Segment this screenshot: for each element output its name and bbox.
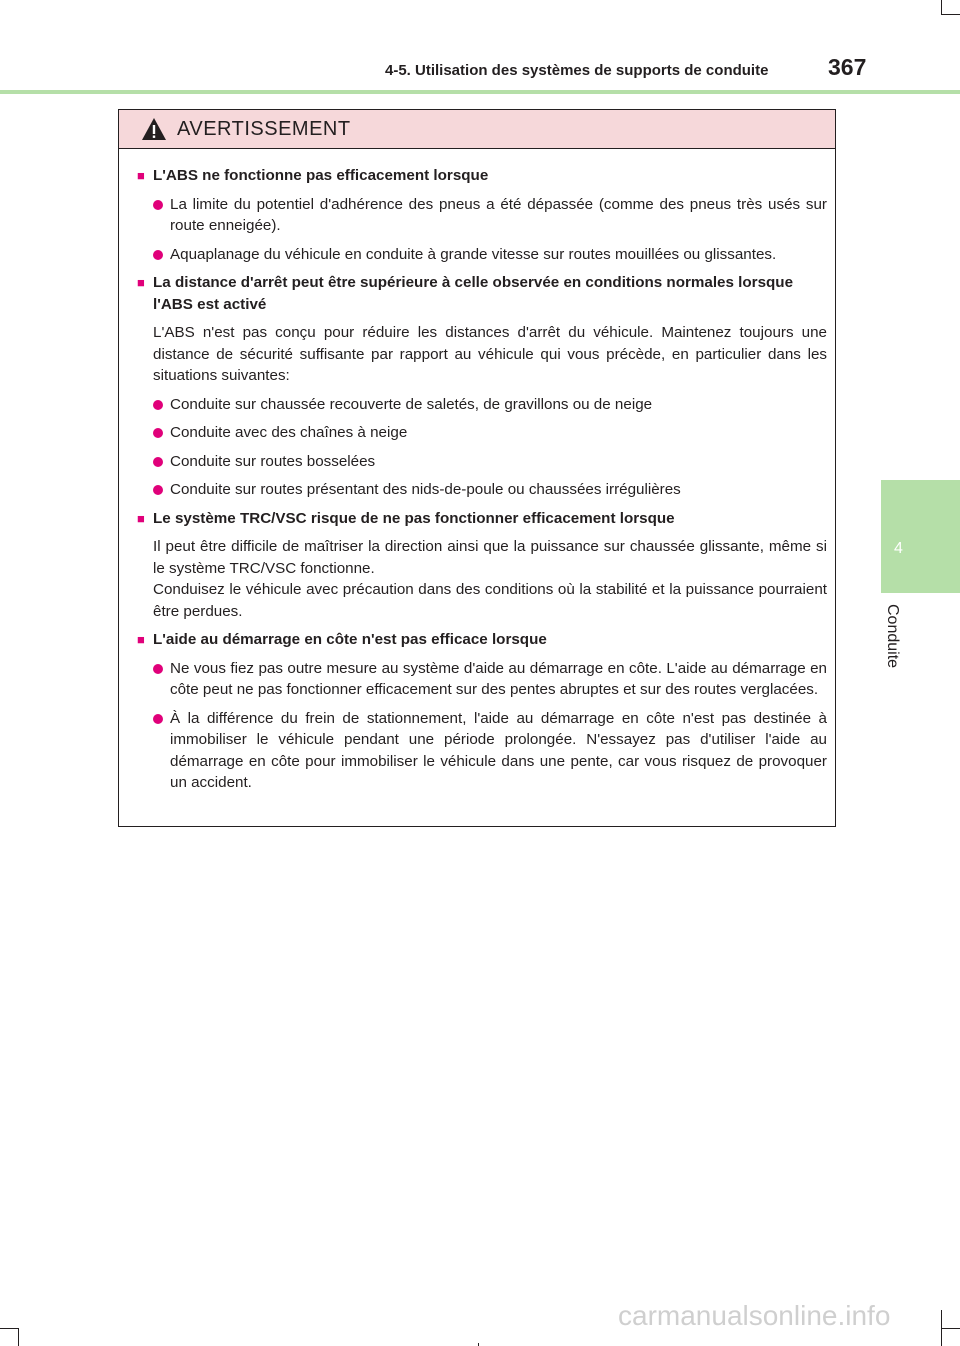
list-item-text: À la différence du frein de stationnement, l'aide au démarrage en côte n'est pas destinée à immobiliser le véhicule pendant une période prolongée. N'essayez pas d'utiliser l'aide au démarrage en côte pour immobiliser le véhicule dans une pente, car vous risquez de provoquer un accident. [170,709,827,791]
section-heading [137,508,827,530]
section-heading [137,165,827,187]
crop-mark [0,1328,19,1329]
paragraph-line: Conduisez le véhicule avec précaution dans des conditions où la stabilité et la puissance pourraient être perdues. [153,581,827,620]
section-heading-text: La distance d'arrêt peut être supérieure à celle observée en conditions normales lorsque l'ABS est activé [153,274,794,313]
crop-mark [18,1328,19,1346]
warning-triangle-icon [141,117,167,141]
round-bullet-icon [153,400,163,410]
round-bullet-icon [153,250,163,260]
round-bullet-icon [153,457,163,467]
list-item [137,422,827,444]
section-heading [137,629,827,651]
paragraph [137,536,827,622]
section-heading-text: L'ABS ne fonctionne pas efficacement lorsque [153,167,489,184]
list-item [137,708,827,794]
section-heading [137,272,827,315]
warning-box [118,109,836,827]
list-item-text: La limite du potentiel d'adhérence des pneus a été dépassée (comme des pneus très usés sur route enneigée). [170,195,827,234]
section-heading-text: L'aide au démarrage en côte n'est pas efficace lorsque [153,631,547,648]
list-item [137,194,827,237]
warning-title: AVERTISSEMENT [177,117,351,140]
list-item [137,658,827,701]
round-bullet-icon [153,664,163,674]
list-item [137,244,827,266]
list-item-text: Conduite avec des chaînes à neige [170,424,408,441]
list-item-text: Conduite sur chaussée recouverte de saletés, de gravillons ou de neige [170,395,653,413]
chapter-tab-number: 4 [894,540,903,557]
list-item-text: Conduite sur routes bosselées [170,452,376,470]
header-rule [0,90,960,94]
square-bullet-icon: ■ [137,510,145,526]
page-number: 367 [828,54,867,80]
square-bullet-icon: ■ [137,168,145,183]
warning-header [119,110,835,149]
list-item-text: Conduite sur routes présentant des nids-de-poule ou chaussées irrégulières [170,481,681,498]
section-heading-text: Le système TRC/VSC risque de ne pas fonctionner efficacement lorsque [153,509,675,527]
crop-mark [941,14,960,15]
round-bullet-icon [153,714,163,724]
chapter-label: Conduite [884,604,901,669]
paragraph-line: Il peut être difficile de maîtriser la direction ainsi que la puissance sur chaussée glissante, même si le système TRC/VSC fonctionne. [153,538,827,577]
crop-mark [941,1328,960,1329]
list-item [137,394,827,416]
list-item-text: Aquaplanage du véhicule en conduite à grande vitesse sur routes mouillées ou glissantes. [170,245,777,263]
list-item [137,479,827,501]
warning-body [119,149,835,794]
chapter-tab [881,480,960,593]
round-bullet-icon [153,200,163,210]
square-bullet-icon: ■ [137,632,145,647]
section-title: 4-5. Utilisation des systèmes de supports de conduite [385,62,769,79]
square-bullet-icon: ■ [137,275,145,290]
watermark: carmanualsonline.info [618,1300,891,1331]
round-bullet-icon [153,485,163,495]
list-item [137,451,827,473]
round-bullet-icon [153,428,163,438]
list-item-text: Ne vous fiez pas outre mesure au système d'aide au démarrage en côte. L'aide au démarrage en côte peut ne pas fonctionner efficacement sur des pentes abruptes et sur des routes verglacées. [170,659,827,698]
crop-mark [941,0,942,14]
paragraph: L'ABS n'est pas conçu pour réduire les distances d'arrêt du véhicule. Maintenez toujours une distance de sécurité suffisante par rapport au véhicule qui vous précède, en particulier dans les situations suivantes: [153,324,827,384]
